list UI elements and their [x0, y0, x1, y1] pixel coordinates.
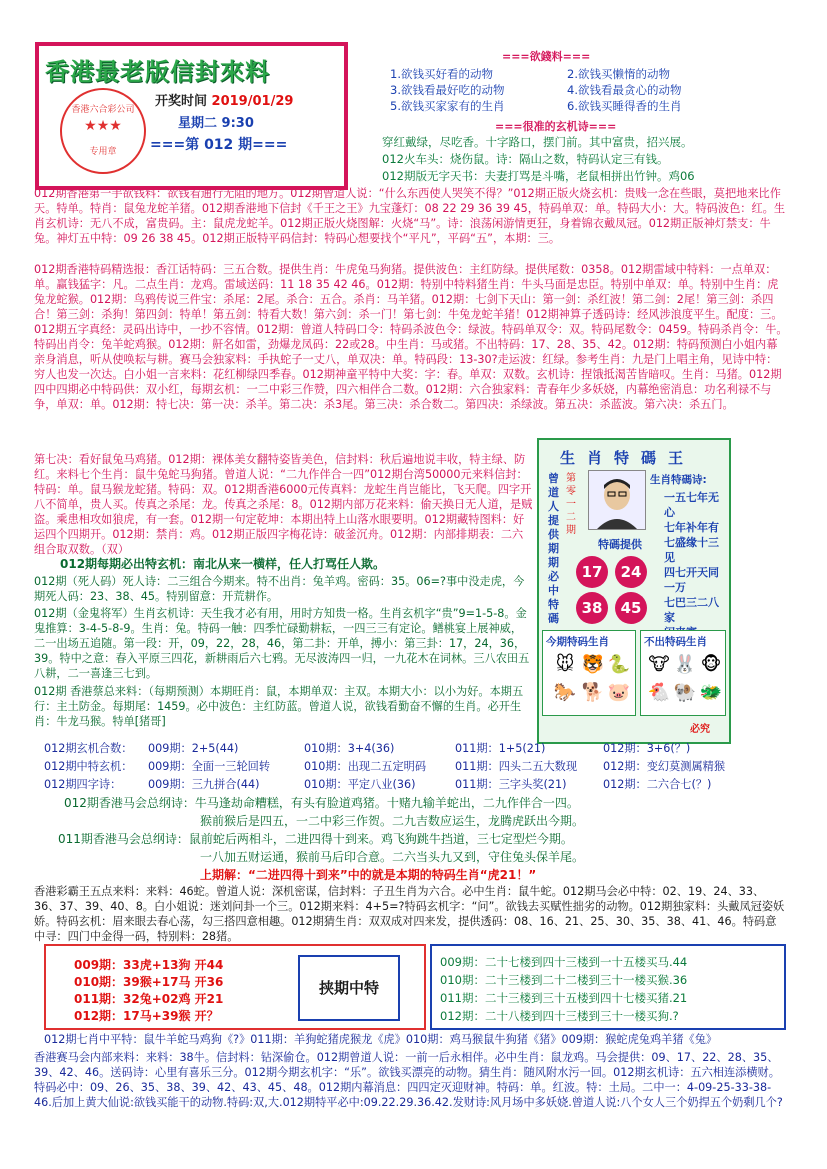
table-cell: 011期：三字头奖(21)	[455, 778, 567, 791]
zodiac-poem-line: 七年补年有	[664, 521, 719, 534]
table-cell: 012期：二六合七(？)	[603, 778, 712, 791]
goat-icon: 🐏	[673, 682, 697, 703]
mid-line: 012期 香港蔡总来料：（每期预测）本期旺肖：鼠，本期单双：主双。本期大小：以小为好。本期五行：主土防金。每期尾：1459。必中波色：主红防蓝。曾道人说，欲钱看勤奋不懈的生肖。必开生肖：牛龙马猴。特单[猪哥]	[34, 685, 524, 728]
table-cell: 011期：四头二五大数现	[455, 760, 578, 773]
left-block-paragraph: 第七决：看好鼠兔马鸡猪。012期：裸体美女翻特姿皆美色，信封料：秋后遍地说丰收，特主绿、防红。来料七个生肖：鼠牛兔蛇马狗猪。曾道人说：“二九作伴合一四”012期台湾50000元来料信封：特码：单。鼠马猴龙蛇猪。特码：双。012期香港6000元传真料：龙蛇生肖岂能比，飞天爬。四字开八不简单，贵人买。传真之杀尾：龙。传真之杀尾：8。012期内部万花来料：偷天换日无人道，是贼盗。乘患相攻如狼虎，有一套。012期一句定乾坤：本期出特上山落水眼要明。012期藏特图料：好运四个四期开。012期：禁肖：鸡。012期正版四字梅花诗：破釜沉舟。012期：内部排期表：二六组合取双数。（双）	[34, 453, 533, 556]
number-ball: 17	[576, 556, 608, 588]
monkey-icon: 🐵	[700, 654, 722, 675]
rabbit-icon: 🐰	[673, 654, 697, 675]
zodiac-poem-line: 七巴三二八家	[664, 596, 719, 624]
bottom-right-row: 011期：二十三楼到三十五楼到四十七楼买猪.21	[440, 991, 688, 1005]
period-number: ===第 012 期===	[150, 137, 288, 153]
bottom-left-row: 012期：17马+39猴 开？	[74, 1009, 219, 1023]
poem-heading: ===很准的玄机诗===	[495, 120, 617, 133]
number-ball: 24	[615, 556, 647, 588]
bottom-right-row: 009期：二十七楼到四十三楼到一十五楼买马.44	[440, 955, 688, 969]
money-item: 1.欲钱买好看的动物	[390, 67, 493, 81]
bottom-left-row: 010期：39猴+17马 开36	[74, 975, 224, 989]
horse-icon: 🐎	[553, 682, 577, 703]
this-period-zodiac-title: 今期特码生肖	[546, 636, 609, 648]
zodiac-box-title: 生肖特碼王	[560, 449, 696, 467]
table-cell: 012期四字诗：	[44, 778, 122, 791]
dragon-icon: 🐲	[699, 682, 723, 703]
snake-icon: 🐍	[607, 654, 631, 675]
footer-paragraph: 香港赛马会内部来料：来料：38牛。信封料：钻深偷仓。012期曾道人说：一前一后永相伴。必中生肖：鼠龙鸡。马会提供：09、17、22、28、35、39、42、46。送码诗：心里有喜乐三分。012期今期玄机字：“乐”。欲钱买漂亮的动物。猜生肖：随风附水污一回。012期玄机诗：五六相连添横财。特码必中：09、26、35、38、39、42、43、45、48。012期内幕消息：四四定灭迎财神。特码：单。红波。特：土局。二中一：4-09-25-33-38-46.后加上黄大仙说:欲钱买能干的动物.特码:双,大.012期特平必中:09.22.29.36.42.发财诗:风月场中多妖娆.曾道人说:八个女人三个奶捍五个奶剩几个?	[34, 1051, 783, 1109]
table-cell: 009期：全面一三轮回转	[148, 760, 271, 773]
table-cell: 009期：三九拼合(44)	[148, 778, 260, 791]
draw-time	[155, 90, 293, 109]
zodiac-poem-line: 一五七年无心	[664, 491, 719, 519]
news-paragraph: 香港彩霸王五点来料：来料：46蛇。曾道人说：深机密谋，信封料：子丑生肖为六合。必中生肖：鼠牛蛇。012期马会必中特：02、19、24、33、36、37、39、40、8。白小姐说：迷刘问卦一个三。012期来料：4+5=?特码玄机字：“问”。欲钱去买赋性拙劣的动物。012期独家料：头戴凤冠姿妖娇。特码玄机：眉来眼去春心荡，勾三搭四意相趣。012期猜生肖：双双成对四来发，提供透码：08、16、21、25、30、35、38、41、46。特码意中寻：四门中金得一码，特别料：28猪。	[34, 885, 785, 943]
portrait-image	[588, 470, 646, 530]
money-item: 6.欲钱买睡得香的生肖	[567, 99, 682, 113]
page-title: 香港最老版信封來料	[45, 58, 270, 86]
draw-date: 2019/01/29	[211, 94, 294, 109]
zodiac-poem-line: 四七开天同一万	[664, 566, 719, 594]
horse-poem-line: 011期香港马会总纲诗：鼠前蛇后两相斗，二进四得十到来。鸡飞狗跳牛挡道，三七定型烂今期。	[58, 832, 573, 846]
bottom-left-row: 011期：32兔+02鸡 开21	[74, 992, 224, 1006]
table-cell: 012期中特玄机：	[44, 760, 133, 773]
draw-time-label: 开奖时间	[155, 94, 208, 109]
money-item: 3.欲钱看最好吃的动物	[390, 83, 505, 97]
table-cell: 012期：变幻莫测属精猴	[603, 760, 726, 773]
rat-icon: 🐭	[555, 654, 575, 675]
mid-line: 012期每期必出特玄机：南北从来一横样，任人打骂任人欺。	[60, 557, 386, 571]
table-cell: 011期：1+5(21)	[455, 742, 546, 755]
not-out-zodiac-title: 不出特码生肖	[644, 636, 707, 648]
number-ball: 45	[615, 592, 647, 624]
money-item: 4.欲钱看最贪心的动物	[567, 83, 682, 97]
zodiac-poem-cols	[664, 490, 724, 640]
table-cell: 012期：3+6(？)	[603, 742, 691, 755]
provide-label: 特碼提供	[598, 538, 642, 551]
seal-bottom-text: 专用章	[89, 147, 117, 157]
zodiac-vertical-red: 第零一二期	[566, 473, 576, 536]
tiger-icon: 🐯	[581, 654, 605, 675]
horse-poem-line: 一八加五财运通，猴前马后印合意。二六当头九又到，守住兔头保羊尾。	[200, 850, 585, 864]
last-period-answer: 上期解：“二进四得十到来”中的就是本期的特码生肖“虎21！”	[200, 868, 537, 882]
table-cell: 010期：平定八业(36)	[304, 778, 416, 791]
bottom-right-row: 010期：二十三楼到二十二楼到三十一楼买猴.36	[440, 973, 688, 987]
dog-icon: 🐕	[581, 682, 605, 703]
bottom-left-row: 009期：33虎+13狗 开44	[74, 958, 224, 972]
footer-note: 必究	[690, 724, 710, 735]
pig-icon: 🐷	[607, 682, 631, 703]
poem-line: 012火车头：烧伤鼠。诗：隔山之数，特码认定三有钱。	[382, 152, 669, 166]
bottom-right-row: 012期：二十八楼到四十三楼到三十一楼买狗.?	[440, 1009, 679, 1023]
table-cell: 010期：出现二五定明码	[304, 760, 427, 773]
mid-line: 012期（金鬼将军）生肖玄机诗：天生我才必有用，用时方知贵一格。生肖玄机字“贵”9=1-5-8。金鬼推算：3-4-5-8-9。生肖：兔。特码一触：四季忙碌勤耕耘，一四三三有定论。鳝桃宴上展神威，二一出场五追随。第一段：开，09，22，28，46，第二卦：开单，搏小：第三卦：17，24，36，39。特中之意：春入平原三四花，新耕雨后六七鸦。无尽波涛四一归，一九花木在词林。三八农田五八耕，二一喜逢三七到。	[34, 607, 530, 680]
mid-line: 012期（死人码）死人诗：二三组合今期来。特不出肖：兔羊鸡。密码：35。06=?事中没走虎，今期死人码：23、38、45。特别留意：开荒耕作。	[34, 575, 525, 603]
poem-line: 穿红戴绿，尽吃香。十字路口，摆门前。其中富贵，招兴展。	[382, 135, 693, 149]
poem-line: 012期版无字天书：夫妻打骂是斗嘴，老鼠相拼出竹钟。鸡06	[382, 169, 695, 183]
table-cell: 010期：3+4(36)	[304, 742, 395, 755]
main-paragraph: 012期香港第一手欲钱料：欲钱看通行无阻的地方。012期曾道人说：“什么东西使人哭笑不得？”012期正版火烧玄机：贵贱一念在些眼，莫把地来比作天。特单。特肖：鼠兔龙蛇羊猪。012期香港地下信封《千王之王》九宝蓬灯：08 22 29 36 39 45，特码单双：单。特码大小：大。特码波色：红。生肖玄机诗：无八不成，富贵码。主：鼠虎龙蛇羊。012期正版火烧图解：火烧“马”。诗：浪荡闲游情更狂，身着锦衣戴凤冠。012期正版神灯禁支：牛兔。神灯五中特：09 26 38 45。012期正版特平码信封：特码心想要找个“平凡”，平码“五”，本期：三。	[34, 187, 786, 245]
ox-icon: 🐮	[648, 654, 670, 675]
footer-line: 012期七肖中平特：鼠牛羊蛇马鸡狗《?》011期：羊狗蛇猪虎猴龙《虎》010期：鸡马猴鼠牛狗猪《猪》009期：猴蛇虎兔鸡羊猪《兔》	[44, 1033, 718, 1046]
horse-poem-line: 012期香港马会总纲诗：牛马逢劫命糟糕，有头有脸道鸡猪。十赌九输羊蛇出，二九作伴合一四。	[64, 796, 579, 810]
money-item: 5.欲钱买家家有的生肖	[390, 99, 505, 113]
table-cell: 009期：2+5(44)	[148, 742, 239, 755]
money-heading: ===欲錢料===	[502, 50, 591, 63]
rooster-icon: 🐔	[647, 682, 671, 703]
zodiac-side-label: 生肖特碼诗:	[650, 474, 707, 486]
main-paragraph: 012期香港特码精选报：香江话特码：三五合数。提供生肖：牛虎兔马狗猪。提供波色：主红防绿。提供尾数：0358。012期雷域中特料：一点单双：单。赢钱猛字：凡。二点生肖：龙鸡。雷域送码：11 18 35 42 46。012期：特别中特料猪生肖：牛头马面是忠臣。特别中单双：单。特别中生肖：虎兔龙蛇猴。012期：鸟鸦传说三件宝：杀尾：2尾。杀合：五合。杀肖：马羊猪。012期：七剑下天山：第一剑：杀红波！第二剑：2尾！第三剑：杀四合！第三剑：杀狗！第四剑：特单！第五剑：特看大数！第六剑：杀一门！第七剑：牛兔龙蛇羊猪！012期神算子透码诗：经风涉浪度平生。配度：三。012期五字真经：灵码出诗中，一抄不容情。012期：曾道人特码口令：特码杀波色令：绿波。特码单双令：双。特码尾数令：0459。特码杀肖令：牛。特码出肖令：兔羊蛇鸡猴。012期：鼾名如雷，劲爆龙凤码：22或28。中生肖：马或猪。不出特码：17、28、35、42。012期：特码预测白小姐内幕亲身消息，听从使唤耘与耕。赛马会独家料：手执蛇子一丈八，单双决：单。特码段：13-30?走运波：红绿。参考生肖：九是门上唱主角，见诗中特：穷人也发一次达。白小姐一言来料：花红柳绿四季春。012期神童平特中大奖：字：春。单双：双数。玄机诗：捏饿抵渴苦皆暗叹。生肖：马猪。012期四中四期必中特码供：双小红，每期玄机：一二中彩三作赞，四六相伴合二数。012期：六合独家料：青春年少多妖娆，内幕绝密消息：功名利禄不与争，单双：单。012期：特七决：第一决：杀羊。第二决：杀3尾。第三决：杀合数二。第四决：杀绿波。第五决：杀蓝波。第六决：杀五门。	[34, 263, 788, 411]
zodiac-poem-line: 七盛缘十三见	[664, 536, 719, 564]
seal-top-text: 香港六合彩公司	[71, 105, 135, 115]
horse-poem-line: 猴前猴后是四五，一二中彩三作贺。二九吉数应运生，龙腾虎跃出今期。	[200, 814, 585, 828]
table-cell: 012期玄机合数：	[44, 742, 133, 755]
weekday-time: 星期二 9:30	[178, 116, 254, 131]
seal-stars-icon: ★★★	[84, 118, 122, 134]
number-ball: 38	[576, 592, 608, 624]
zodiac-vertical-left: 曾道人提供期期必中特碼	[548, 472, 559, 625]
bottom-mid-label: 挟期中特	[298, 955, 400, 1021]
money-item: 2.欲钱买懒惰的动物	[567, 67, 670, 81]
